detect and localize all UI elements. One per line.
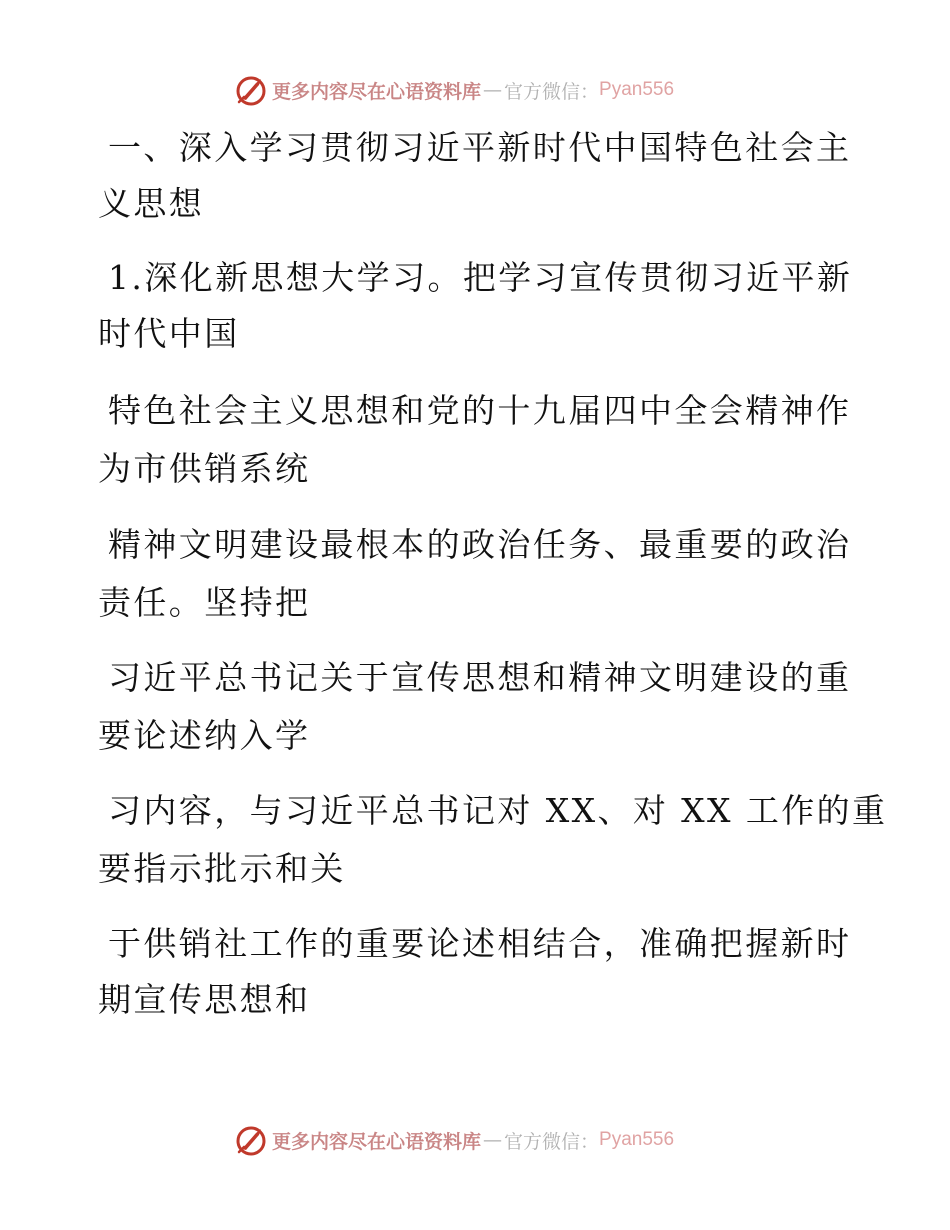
text-line: 习近平总书记关于宣传思想和精神文明建设的重 — [108, 658, 852, 697]
text-line: 义思想 — [98, 184, 205, 223]
text-line: 特色社会主义思想和党的十九届四中全会精神作 — [108, 391, 852, 430]
watermark-wechat-id: Pyan556 — [599, 1129, 675, 1150]
text-line: 一、深入学习贯彻习近平新时代中国特色社会主 — [108, 128, 852, 167]
text-line: 期宣传思想和 — [98, 980, 311, 1019]
watermark-site-text: 更多内容尽在心语资料库 — [272, 1130, 482, 1153]
footer-watermark — [234, 1122, 674, 1158]
watermark-site-text: 更多内容尽在心语资料库 — [272, 80, 482, 103]
text-line: 为市供销系统 — [98, 449, 311, 488]
text-line: 精神文明建设最根本的政治任务、最重要的政治 — [108, 525, 852, 564]
text-line: 要论述纳入学 — [98, 716, 311, 755]
header-watermark — [234, 72, 674, 108]
watermark-wechat-label: 官方微信： — [504, 80, 600, 103]
text-line: 1.深化新思想大学习。把学习宣传贯彻习近平新 — [108, 258, 853, 297]
text-line: 于供销社工作的重要论述相结合，准确把握新时 — [108, 924, 852, 963]
watermark-dash: — — [483, 79, 503, 101]
quill-pen-logo-icon — [234, 73, 268, 107]
text-line: 时代中国 — [98, 314, 240, 353]
watermark-dash: — — [483, 1129, 503, 1151]
watermark-wechat-label: 官方微信： — [504, 1130, 600, 1153]
quill-pen-logo-icon — [234, 1123, 268, 1157]
text-line: 要指示批示和关 — [98, 849, 346, 888]
watermark-wechat-id: Pyan556 — [599, 79, 675, 100]
text-line: 责任。坚持把 — [98, 583, 311, 622]
text-line: 习内容，与习近平总书记对 XX、对 XX 工作的重 — [108, 791, 888, 830]
